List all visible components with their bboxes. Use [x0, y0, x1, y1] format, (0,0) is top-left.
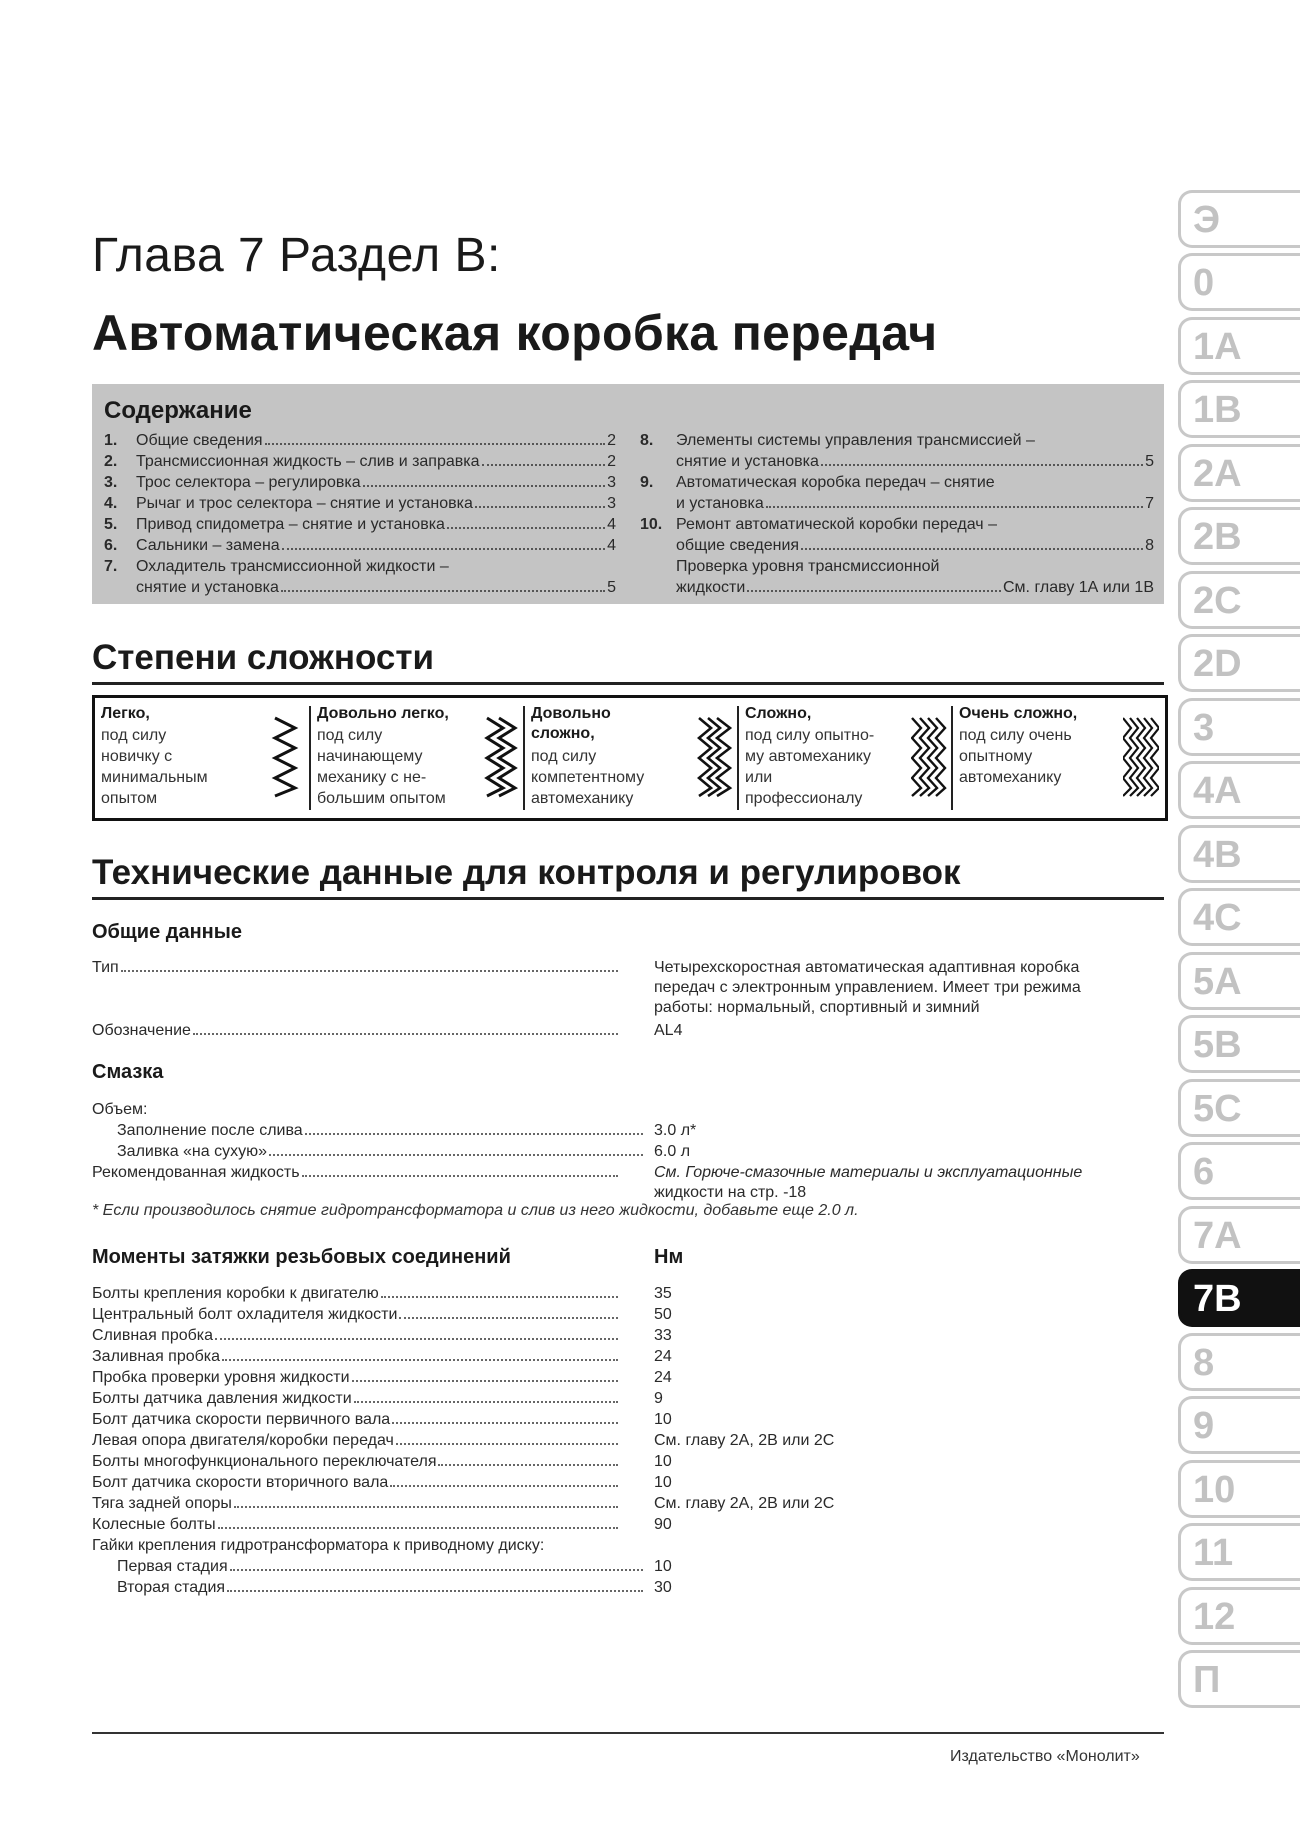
- publisher: Издательство «Монолит»: [950, 1748, 1140, 1765]
- toc-item[interactable]: 7. Охладитель трансмиссионной жидкости – снятие и установка 5: [104, 558, 616, 596]
- tab-chapter[interactable]: 2D: [1178, 634, 1300, 692]
- spanner-1-icon: [267, 712, 303, 800]
- tab-chapter[interactable]: Э: [1178, 190, 1300, 248]
- tab-chapter-active[interactable]: 7В: [1178, 1269, 1300, 1327]
- tab-chapter[interactable]: 8: [1178, 1333, 1300, 1391]
- toc-item[interactable]: Проверка уровня трансмиссионной жидкости См. главу 1А или 1В: [676, 558, 1154, 596]
- spanner-4-icon: [911, 712, 947, 800]
- footnote: * Если производилось снятие гидротрансформатора и слив из него жидкости, добавьте еще 2.0 л.: [92, 1202, 859, 1219]
- toc-item[interactable]: 9. Автоматическая коробка передач – снятие и установка 7: [640, 474, 1154, 512]
- difficulty-level-very-hard: Очень сложно, под силу очень опытному автомеханику: [953, 698, 1165, 818]
- difficulty-level-fairly-easy: Довольно легко, под силу начинающему механику с не- большим опытом: [311, 698, 523, 818]
- difficulty-title: Довольно легко,: [317, 705, 449, 722]
- toc-item[interactable]: 10. Ремонт автоматической коробки передач – общие сведения 8: [640, 516, 1154, 554]
- difficulty-title: Довольно сложно,: [531, 705, 611, 742]
- contents-title: Содержание: [104, 397, 252, 424]
- tab-chapter[interactable]: 3: [1178, 698, 1300, 756]
- difficulty-level-easy: Легко, под силу новичку с минимальным опытом: [95, 698, 309, 818]
- contents-box: [92, 384, 1164, 604]
- spanner-5-icon: [1123, 712, 1159, 800]
- difficulty-title: Легко,: [101, 705, 150, 722]
- chapter-heading: Глава 7 Раздел В:: [92, 229, 501, 282]
- page-title: Автоматическая коробка передач: [92, 305, 938, 361]
- contents-column-left: [104, 430, 616, 598]
- toc-item[interactable]: 1. Общие сведения 2: [104, 432, 616, 449]
- torque-unit: Нм: [654, 1246, 684, 1268]
- toc-item[interactable]: 5. Привод спидометра – снятие и установка 4: [104, 516, 616, 533]
- toc-item[interactable]: 4. Рычаг и трос селектора – снятие и установка 3: [104, 495, 616, 512]
- difficulty-title: Очень сложно,: [959, 705, 1078, 722]
- tab-chapter[interactable]: П: [1178, 1650, 1300, 1708]
- tab-chapter[interactable]: 6: [1178, 1142, 1300, 1200]
- spanner-3-icon: [697, 712, 733, 800]
- toc-item[interactable]: 8. Элементы системы управления трансмиссией – снятие и установка 5: [640, 432, 1154, 470]
- tab-chapter[interactable]: 1В: [1178, 380, 1300, 438]
- divider: [92, 682, 1164, 685]
- difficulty-heading: Степени сложности: [92, 638, 435, 677]
- footer-divider: [92, 1732, 1164, 1734]
- difficulty-box: [92, 695, 1168, 821]
- tab-chapter[interactable]: 4С: [1178, 888, 1300, 946]
- spanner-2-icon: [483, 712, 519, 800]
- tab-chapter[interactable]: 9: [1178, 1396, 1300, 1454]
- tab-chapter[interactable]: 5А: [1178, 952, 1300, 1010]
- torque-title: Моменты затяжки резьбовых соединений: [92, 1246, 511, 1268]
- tab-chapter[interactable]: 2В: [1178, 507, 1300, 565]
- tab-chapter[interactable]: 5В: [1178, 1015, 1300, 1073]
- tab-chapter[interactable]: 7А: [1178, 1206, 1300, 1264]
- tab-chapter[interactable]: 2С: [1178, 571, 1300, 629]
- toc-item[interactable]: 6. Сальники – замена 4: [104, 537, 616, 554]
- tab-chapter[interactable]: 0: [1178, 253, 1300, 311]
- tab-chapter[interactable]: 1А: [1178, 317, 1300, 375]
- difficulty-level-hard: Сложно, под силу опытно- му автомеханику или профессионалу: [739, 698, 951, 818]
- difficulty-title: Сложно,: [745, 705, 812, 722]
- contents-column-right: [640, 430, 1154, 598]
- tab-chapter[interactable]: 5С: [1178, 1079, 1300, 1137]
- tab-chapter[interactable]: 11: [1178, 1523, 1300, 1581]
- toc-item[interactable]: 2. Трансмиссионная жидкость – слив и заправка 2: [104, 453, 616, 470]
- specs-heading: Технические данные для контроля и регулировок: [92, 853, 961, 892]
- general-data-title: Общие данные: [92, 921, 242, 943]
- tab-chapter[interactable]: 2А: [1178, 444, 1300, 502]
- tab-chapter[interactable]: 12: [1178, 1587, 1300, 1645]
- divider: [92, 897, 1164, 900]
- lubrication-title: Смазка: [92, 1061, 164, 1083]
- difficulty-level-fairly-hard: Довольно сложно, под силу компетентному автомеханику: [525, 698, 737, 818]
- tab-chapter[interactable]: 4А: [1178, 761, 1300, 819]
- toc-item[interactable]: 3. Трос селектора – регулировка 3: [104, 474, 616, 491]
- tab-chapter[interactable]: 4В: [1178, 825, 1300, 883]
- tab-chapter[interactable]: 10: [1178, 1460, 1300, 1518]
